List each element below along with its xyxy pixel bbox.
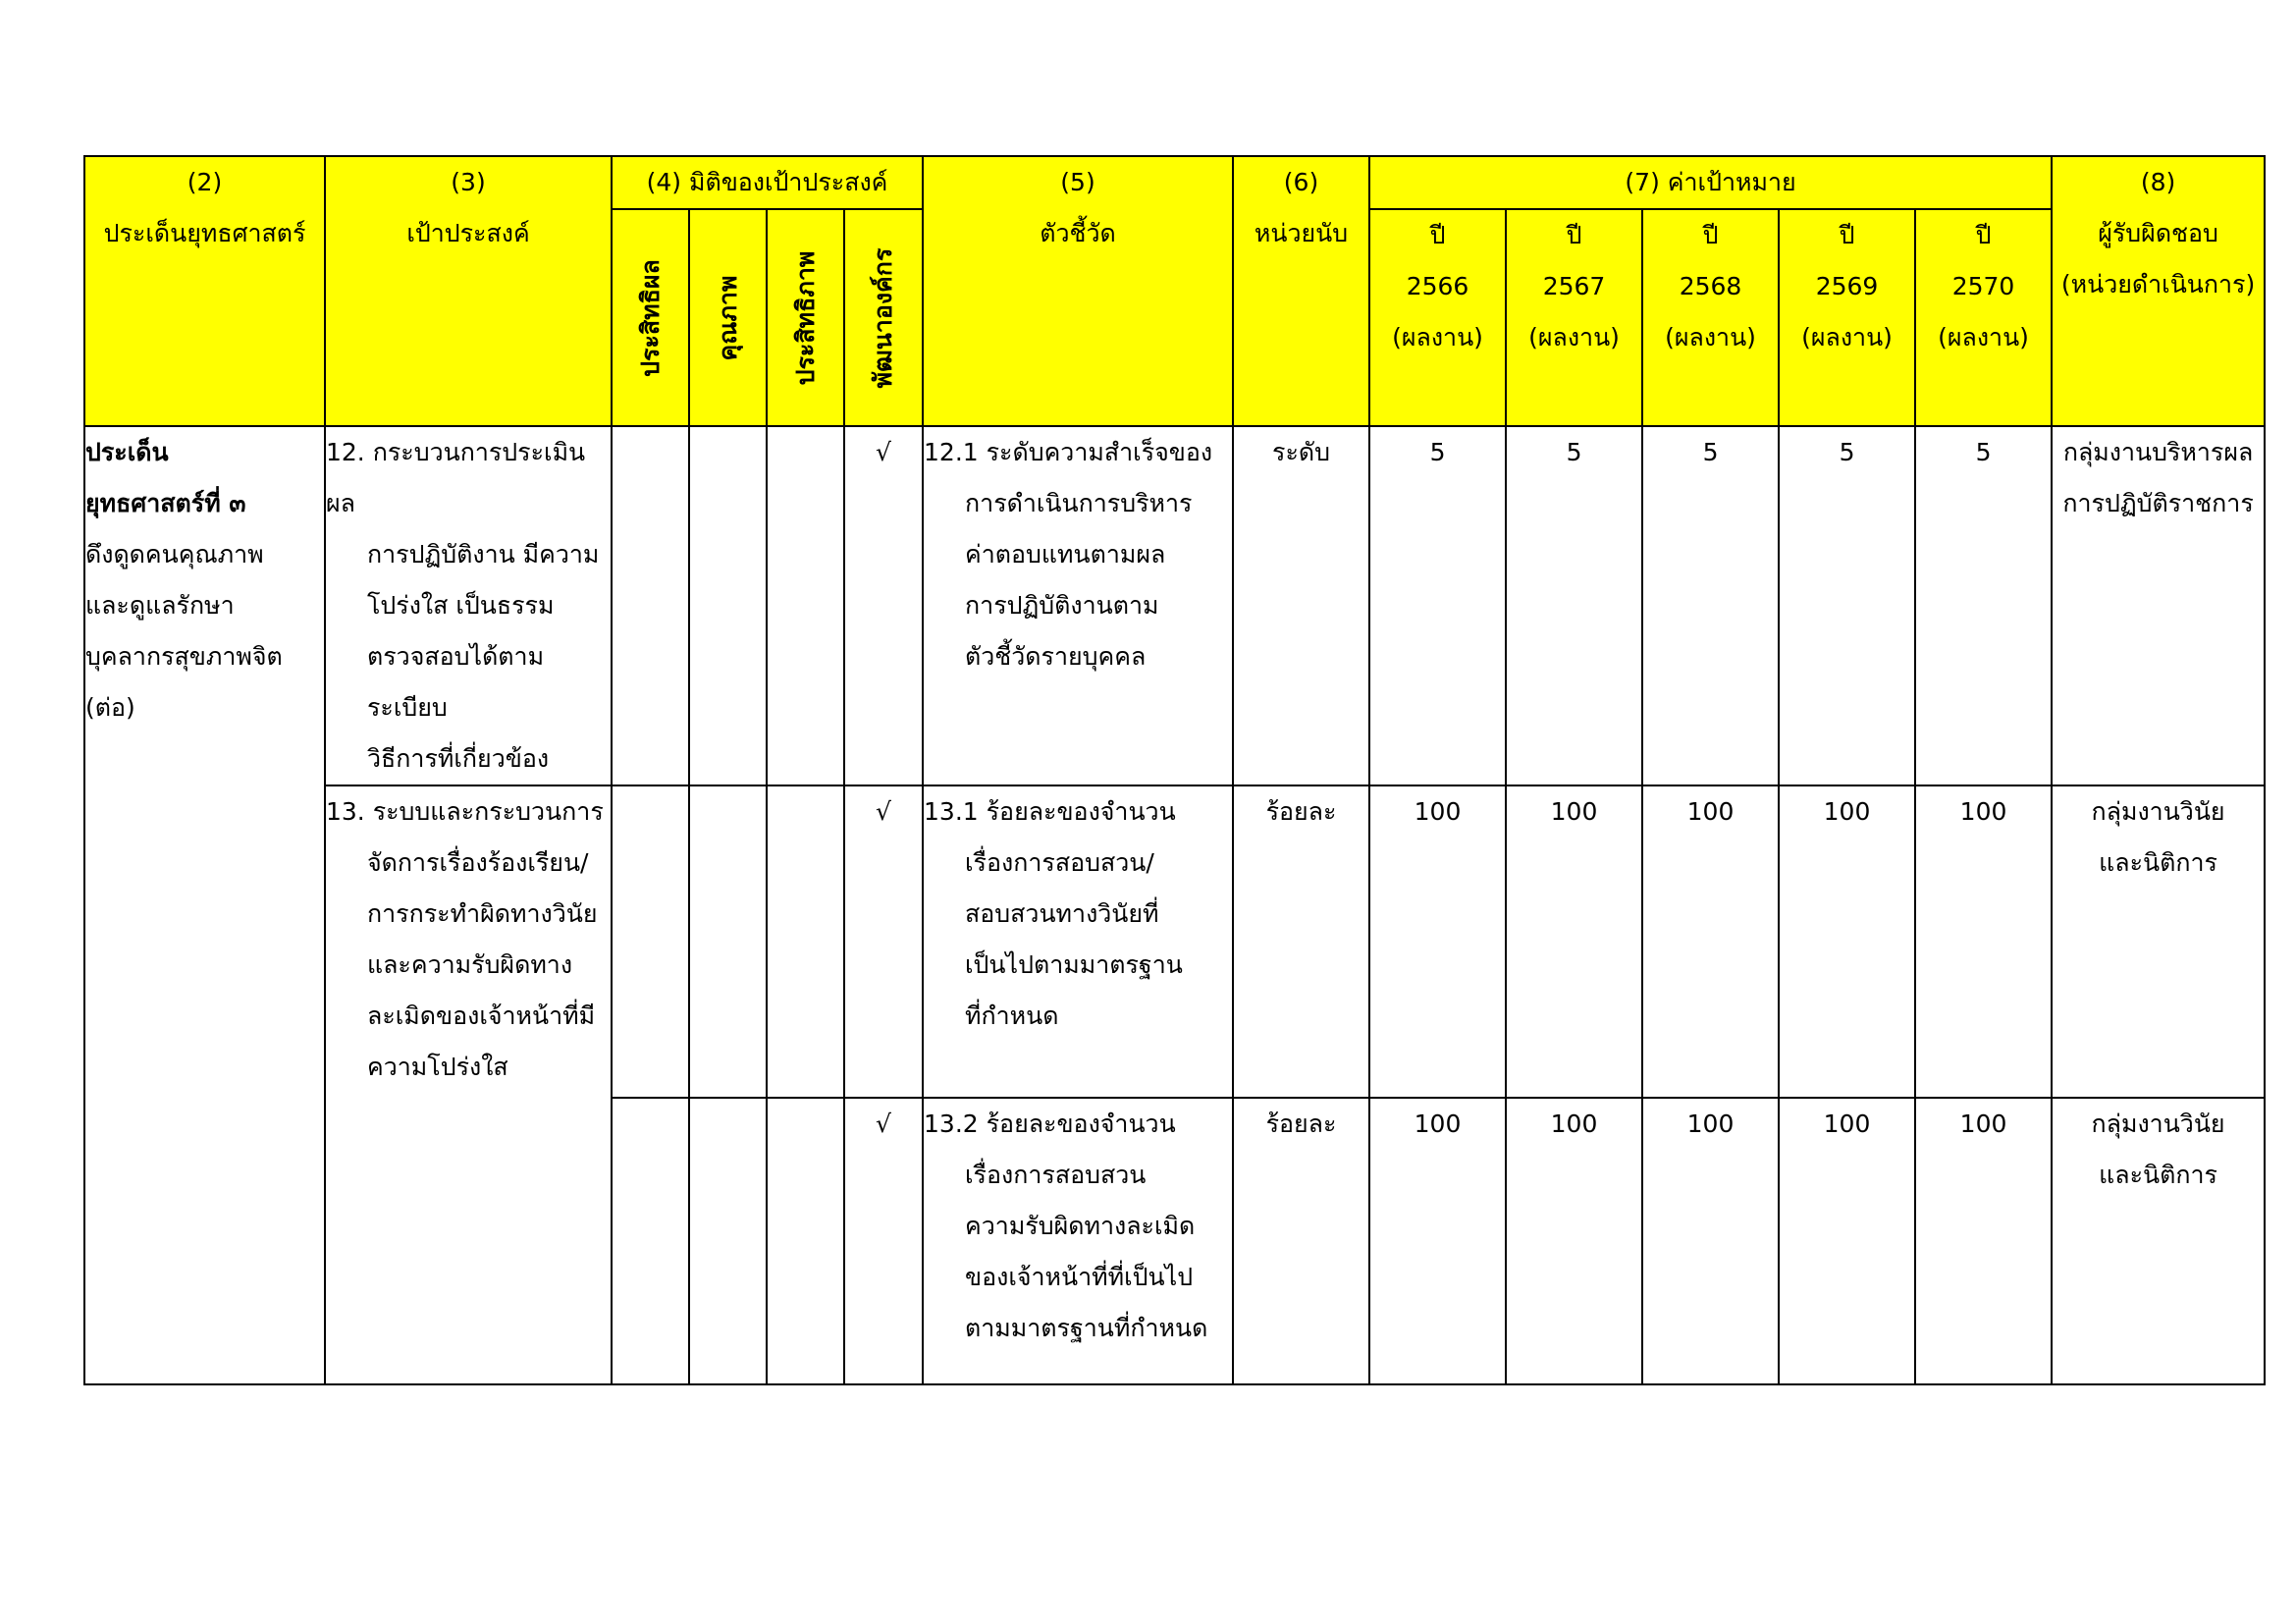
unit-cell: ร้อยละ [1233,785,1369,1098]
table-header [84,156,2265,426]
header-goal: (3) เป้าประสงค์ [325,156,612,426]
responsible-cell: กลุ่มงานวินัย และนิติการ [2052,785,2265,1098]
header-dim-effectiveness: ประสิทธิผล [612,209,689,426]
dim-effectiveness-cell [612,785,689,1098]
target-2567: 100 [1506,785,1642,1098]
dim-effectiveness-cell [612,1098,689,1384]
table-row [84,426,2265,785]
target-2570: 5 [1915,426,2052,785]
responsible-cell: กลุ่มงานวินัย และนิติการ [2052,1098,2265,1384]
dim-quality-cell [689,1098,767,1384]
target-2570: 100 [1915,785,2052,1098]
header-year-2570: ปี 2570 (ผลงาน) [1915,209,2052,426]
dim-efficiency-cell [767,785,844,1098]
header-dim-quality: คุณภาพ [689,209,767,426]
dim-efficiency-cell [767,426,844,785]
header-year-2566: ปี 2566 (ผลงาน) [1369,209,1506,426]
indicator-cell: 13.2 ร้อยละของจำนวน เรื่องการสอบสวน ความรับผิดทางละเมิด ของเจ้าหน้าที่ที่เป็นไป ตามมาตรฐานที่กำหนด [923,1098,1233,1384]
dim-org-development-check: √ [844,785,923,1098]
target-2566: 100 [1369,785,1506,1098]
target-2567: 100 [1506,1098,1642,1384]
header-targets: (7) ค่าเป้าหมาย [1369,156,2052,209]
dim-quality-cell [689,426,767,785]
table-row [84,785,2265,1098]
goal-cell: 13. ระบบและกระบวนการ จัดการเรื่องร้องเรียน/ การกระทำผิดทางวินัย และความรับผิดทาง ละเมิดของเจ้าหน้าที่มี ความโปร่งใส [325,785,612,1384]
strategy-table [83,155,2266,1385]
dim-org-development-check: √ [844,1098,923,1384]
table-body [84,426,2265,1384]
target-2566: 5 [1369,426,1506,785]
target-2568: 5 [1642,426,1779,785]
strategic-issue-cell: ประเด็น ยุทธศาสตร์ที่ ๓ ดึงดูดคนคุณภาพ และดูแลรักษา บุคลากรสุขภาพจิต (ต่อ) [84,426,325,1384]
dim-efficiency-cell [767,1098,844,1384]
unit-cell: ระดับ [1233,426,1369,785]
dim-effectiveness-cell [612,426,689,785]
unit-cell: ร้อยละ [1233,1098,1369,1384]
target-2566: 100 [1369,1098,1506,1384]
indicator-cell: 13.1 ร้อยละของจำนวน เรื่องการสอบสวน/ สอบสวนทางวินัยที่ เป็นไปตามมาตรฐาน ที่กำหนด [923,785,1233,1098]
responsible-cell: กลุ่มงานบริหารผล การปฏิบัติราชการ [2052,426,2265,785]
header-strategic-issue: (2) ประเด็นยุทธศาสตร์ [84,156,325,426]
target-2570: 100 [1915,1098,2052,1384]
header-unit: (6) หน่วยนับ [1233,156,1369,426]
header-dim-org-development: พัฒนาองค์กร [844,209,923,426]
header-year-2567: ปี 2567 (ผลงาน) [1506,209,1642,426]
dim-quality-cell [689,785,767,1098]
target-2569: 100 [1779,1098,1915,1384]
target-2568: 100 [1642,785,1779,1098]
target-2568: 100 [1642,1098,1779,1384]
header-year-2568: ปี 2568 (ผลงาน) [1642,209,1779,426]
header-dim-efficiency: ประสิทธิภาพ [767,209,844,426]
target-2569: 100 [1779,785,1915,1098]
header-goal-dimensions: (4) มิติของเป้าประสงค์ [612,156,923,209]
target-2567: 5 [1506,426,1642,785]
indicator-cell: 12.1 ระดับความสำเร็จของ การดำเนินการบริหาร ค่าตอบแทนตามผล การปฏิบัติงานตาม ตัวชี้วัดรายบุคคล [923,426,1233,785]
header-year-2569: ปี 2569 (ผลงาน) [1779,209,1915,426]
dim-org-development-check: √ [844,426,923,785]
header-indicator: (5) ตัวชี้วัด [923,156,1233,426]
goal-cell: 12. กระบวนการประเมินผล การปฏิบัติงาน มีความ โปร่งใส เป็นธรรม ตรวจสอบได้ตามระเบียบ วิธีการที่เกี่ยวข้อง [325,426,612,785]
target-2569: 5 [1779,426,1915,785]
header-responsible: (8) ผู้รับผิดชอบ (หน่วยดำเนินการ) [2052,156,2265,426]
